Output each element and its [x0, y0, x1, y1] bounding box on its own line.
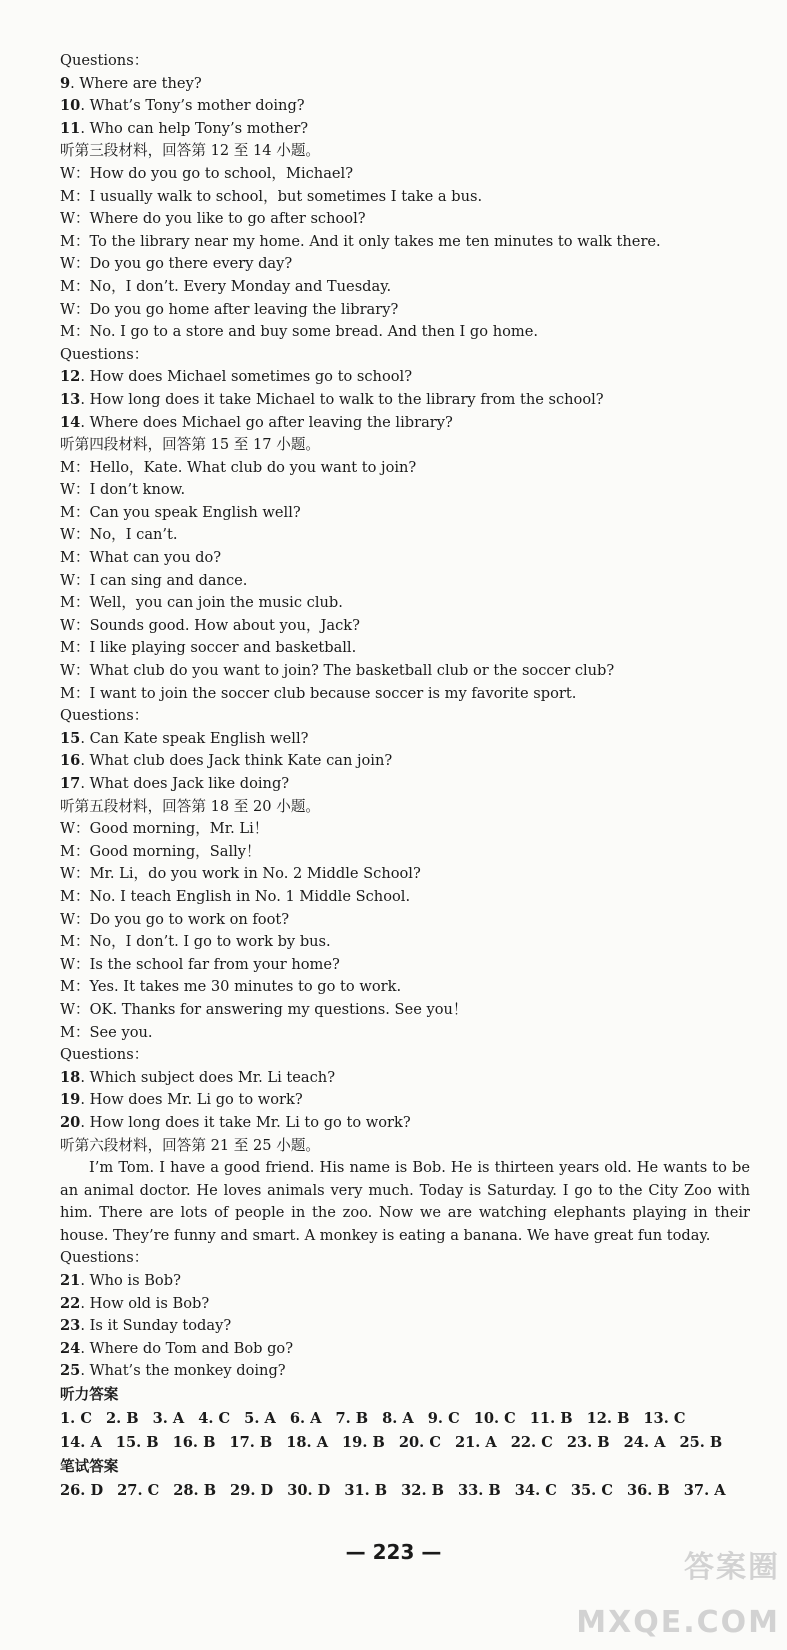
question-number: 21: [60, 1272, 81, 1290]
line-text: . What does Jack like doing?: [80, 775, 290, 792]
text-line: [60, 909, 750, 932]
passage-paragraph: I’m Tom. I have a good friend. His name is Bob. He is thirteen years old. He wants to be an animal doctor. He loves animals very much. Today is Saturday. I go to the City Zoo with him. There are lots of people in the zoo. Now we are watching elephants playing in their house. They’re funny and smart. A monkey is eating a banana. We have great fun today.: [60, 1159, 750, 1244]
listening-answers: [60, 1407, 750, 1455]
answer-row: [60, 1479, 750, 1503]
answer-item: 34. C: [514, 1482, 557, 1500]
text-line: [60, 773, 750, 796]
text-line: [60, 1293, 750, 1316]
line-text: M：No，I don’t. I go to work by bus.: [60, 933, 331, 951]
line-text: M：Well，you can join the music club.: [60, 594, 343, 612]
question-number: 16: [60, 752, 81, 770]
text-line: [60, 434, 750, 457]
text-line: [60, 1089, 750, 1112]
line-text: W：How do you go to school，Michael?: [60, 164, 354, 182]
answer-item: 9. C: [427, 1410, 460, 1428]
written-answers-heading: 笔试答案: [60, 1458, 119, 1476]
line-text: Questions：: [60, 1249, 149, 1267]
line-text: W：Do you go there every day?: [60, 255, 293, 273]
line-text: W：Do you go to work on foot?: [60, 910, 290, 928]
line-text: . Where do Tom and Bob go?: [80, 1339, 294, 1357]
question-number: 18: [60, 1068, 81, 1086]
text-line: [60, 321, 750, 344]
text-line: [60, 818, 750, 841]
document-body: [60, 50, 750, 1503]
answer-item: 5. A: [244, 1410, 276, 1428]
line-text: W：Good morning，Mr. Li！: [60, 820, 269, 838]
question-number: 19: [60, 1091, 81, 1109]
line-text: . What club does Jack think Kate can join?: [80, 752, 393, 770]
text-line: [60, 1338, 750, 1361]
line-text: 听第三段材料，回答第 12 至 14 小题。: [60, 142, 321, 160]
line-text: Questions：: [60, 1046, 149, 1064]
text-line: [60, 976, 750, 999]
answer-item: 2. B: [105, 1410, 139, 1428]
line-text: M：I like playing soccer and basketball.: [60, 639, 357, 657]
line-text: . How long does it take Mr. Li to go to work?: [80, 1113, 411, 1131]
text-line: [60, 954, 750, 977]
text-line: [60, 118, 750, 141]
line-text: W：Where do you like to go after school?: [60, 210, 366, 228]
answer-item: 32. B: [401, 1482, 444, 1500]
written-answers: [60, 1479, 750, 1503]
line-text: . Who is Bob?: [80, 1272, 181, 1290]
watermark-logo: 答案圈 MXQE.COM: [576, 1550, 780, 1640]
text-line: [60, 1112, 750, 1135]
answer-item: 28. B: [173, 1482, 217, 1500]
text-line: [60, 457, 750, 480]
text-line: [60, 1247, 750, 1270]
question-number: 25: [60, 1362, 81, 1380]
answer-row: [60, 1407, 750, 1431]
answer-item: 22. C: [510, 1434, 553, 1452]
line-text: . Where does Michael go after leaving the library?: [80, 413, 453, 431]
question-number: 22: [60, 1294, 81, 1312]
question-number: 10: [60, 97, 81, 115]
line-text: M：See you.: [60, 1023, 153, 1041]
answer-item: 1. C: [60, 1410, 92, 1428]
line-text: M：Good morning，Sally！: [60, 842, 261, 860]
text-line: [60, 1270, 750, 1293]
text-line: [60, 886, 750, 909]
answer-item: 17. B: [229, 1434, 273, 1452]
answer-item: 19. B: [342, 1434, 385, 1452]
answer-item: 14. A: [60, 1434, 102, 1452]
answer-item: 36. B: [626, 1482, 670, 1500]
line-text: M：No. I go to a store and buy some bread. And then I go home.: [60, 323, 539, 341]
answer-item: 7. B: [335, 1410, 369, 1428]
line-text: 听第四段材料，回答第 15 至 17 小题。: [60, 436, 321, 454]
text-line: [60, 163, 750, 186]
text-line: [60, 208, 750, 231]
question-number: 12: [60, 368, 81, 386]
question-number: 15: [60, 729, 81, 747]
text-line: [60, 1022, 750, 1045]
answer-item: 24. A: [623, 1434, 666, 1452]
text-line: [60, 615, 750, 638]
answer-item: 11. B: [529, 1410, 573, 1428]
answer-row: [60, 1431, 750, 1455]
text-line: [60, 931, 750, 954]
text-line: [60, 253, 750, 276]
text-line: [60, 1067, 750, 1090]
line-text: W：Mr. Li，do you work in No. 2 Middle School?: [60, 865, 421, 883]
line-text: . How does Mr. Li go to work?: [80, 1091, 303, 1109]
line-text: W：Sounds good. How about you，Jack?: [60, 616, 360, 634]
text-line: [60, 999, 750, 1022]
answer-item: 10. C: [473, 1410, 516, 1428]
line-text: . How does Michael sometimes go to school?: [80, 368, 413, 386]
line-text: M：Hello，Kate. What club do you want to join?: [60, 458, 417, 476]
text-line: [60, 841, 750, 864]
line-text: . How long does it take Michael to walk to the library from the school?: [80, 390, 604, 408]
line-text: . What’s Tony’s mother doing?: [80, 97, 305, 115]
text-line: [60, 186, 750, 209]
line-text: W：OK. Thanks for answering my questions. See you！: [60, 1000, 468, 1018]
text-line: [60, 570, 750, 593]
answer-item: 29. D: [230, 1482, 274, 1500]
answer-item: 23. B: [566, 1434, 610, 1452]
text-line: [60, 1315, 750, 1338]
line-text: . Where are they?: [70, 74, 202, 92]
answer-item: 30. D: [287, 1482, 331, 1500]
answer-item: 35. C: [570, 1482, 613, 1500]
question-number: 24: [60, 1339, 81, 1357]
text-line: [60, 412, 750, 435]
line-text: W：No，I can’t.: [60, 526, 178, 544]
text-line: [60, 502, 750, 525]
text-line: [60, 524, 750, 547]
text-line: [60, 728, 750, 751]
text-line: [60, 1135, 750, 1158]
line-text: . Can Kate speak English well?: [80, 729, 309, 747]
text-line: [60, 73, 750, 96]
line-text: 听第五段材料，回答第 18 至 20 小题。: [60, 797, 321, 815]
line-text: . What’s the monkey doing?: [80, 1362, 286, 1380]
text-line: [60, 637, 750, 660]
question-number: 20: [60, 1113, 81, 1131]
answer-item: 13. C: [643, 1410, 686, 1428]
text-line: [60, 863, 750, 886]
line-text: W：Do you go home after leaving the library?: [60, 300, 399, 318]
line-text: 听第六段材料，回答第 21 至 25 小题。: [60, 1136, 321, 1154]
line-text: M：No，I don’t. Every Monday and Tuesday.: [60, 277, 392, 295]
line-text: . How old is Bob?: [80, 1294, 210, 1312]
question-number: 23: [60, 1317, 81, 1335]
text-line: [60, 231, 750, 254]
text-line: [60, 366, 750, 389]
text-line: [60, 140, 750, 163]
line-text: M：To the library near my home. And it only takes me ten minutes to walk there.: [60, 232, 661, 250]
text-line: [60, 1360, 750, 1383]
answer-item: 37. A: [683, 1482, 726, 1500]
answer-item: 21. A: [454, 1434, 497, 1452]
line-text: M：I usually walk to school，but sometimes I take a bus.: [60, 187, 483, 205]
text-line: [60, 750, 750, 773]
answer-item: 6. A: [289, 1410, 322, 1428]
text-line: [60, 299, 750, 322]
text-line: [60, 276, 750, 299]
text-line: [60, 95, 750, 118]
line-text: M：I want to join the soccer club because soccer is my favorite sport.: [60, 684, 577, 702]
line-text: W：I can sing and dance.: [60, 571, 248, 589]
answer-item: 4. C: [198, 1410, 231, 1428]
question-number: 11: [60, 119, 81, 137]
text-line: [60, 705, 750, 728]
answer-item: 3. A: [152, 1410, 185, 1428]
text-line: [60, 683, 750, 706]
line-text: . Who can help Tony’s mother?: [80, 119, 309, 137]
line-text: M：What can you do?: [60, 549, 222, 567]
line-text: M：Yes. It takes me 30 minutes to go to work.: [60, 978, 402, 996]
text-line: [60, 660, 750, 683]
listening-answers-heading: 听力答案: [60, 1386, 119, 1404]
line-text: W：I don’t know.: [60, 481, 186, 499]
text-line: [60, 389, 750, 412]
text-line: [60, 50, 750, 73]
text-line: [60, 1044, 750, 1067]
answer-item: 18. A: [286, 1434, 329, 1452]
line-text: Questions：: [60, 707, 149, 725]
text-line: [60, 344, 750, 367]
text-line: [60, 592, 750, 615]
page-number: — 223 —: [345, 1540, 442, 1564]
answer-item: 26. D: [60, 1482, 104, 1500]
answer-item: 16. B: [172, 1434, 216, 1452]
line-text: M：No. I teach English in No. 1 Middle School.: [60, 887, 411, 905]
answer-item: 12. B: [586, 1410, 630, 1428]
answer-item: 31. B: [344, 1482, 388, 1500]
text-line: [60, 796, 750, 819]
questions-section: [60, 1247, 750, 1383]
line-text: W：Is the school far from your home?: [60, 955, 340, 973]
text-line: [60, 479, 750, 502]
transcript-section: [60, 50, 750, 1157]
line-text: . Is it Sunday today?: [80, 1317, 232, 1335]
answer-item: 27. C: [117, 1482, 160, 1500]
line-text: W：What club do you want to join? The basketball club or the soccer club?: [60, 662, 615, 680]
line-text: M：Can you speak English well?: [60, 503, 301, 521]
question-number: 17: [60, 775, 81, 792]
line-text: Questions：: [60, 52, 149, 69]
answer-item: 20. C: [398, 1434, 441, 1452]
answer-item: 15. B: [115, 1434, 159, 1452]
question-number: 9: [60, 74, 71, 92]
answer-item: 8. A: [382, 1410, 414, 1428]
line-text: . Which subject does Mr. Li teach?: [80, 1068, 336, 1086]
line-text: Questions：: [60, 345, 149, 363]
question-number: 13: [60, 390, 81, 408]
answer-item: 25. B: [679, 1434, 723, 1452]
answer-item: 33. B: [457, 1482, 501, 1500]
question-number: 14: [60, 413, 81, 431]
text-line: [60, 547, 750, 570]
